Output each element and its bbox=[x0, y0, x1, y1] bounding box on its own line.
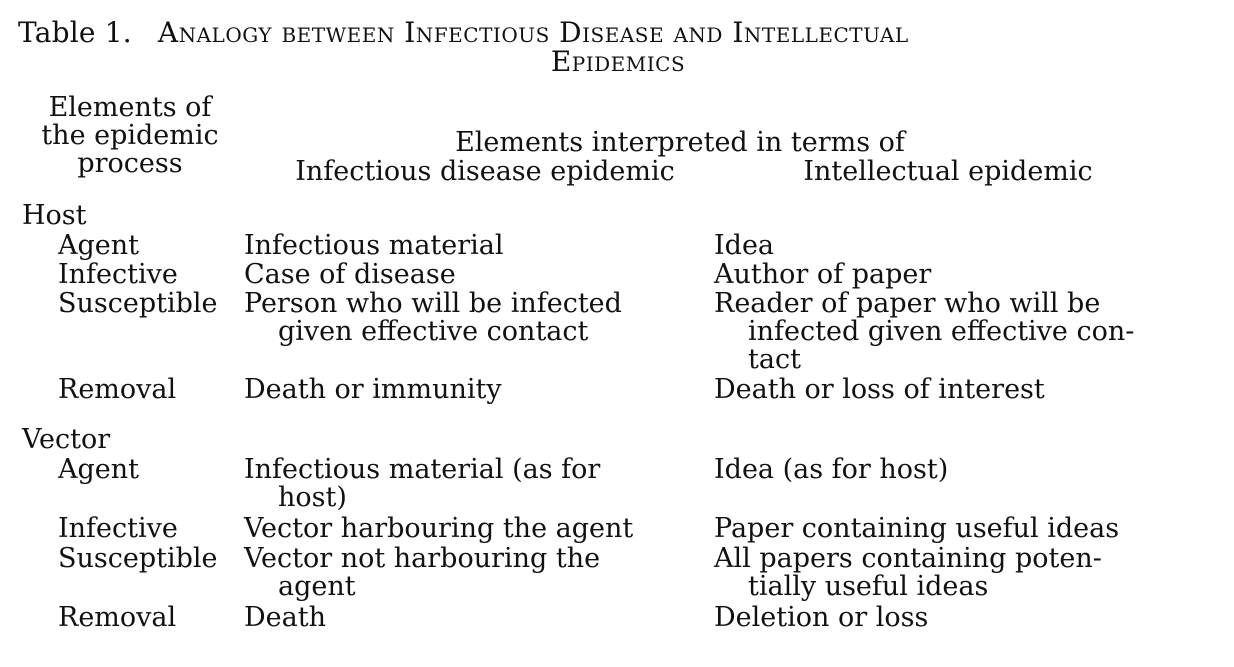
row-label-host-agent: Agent bbox=[58, 230, 139, 261]
row-intellectual-vector-infective-line-1: Paper containing useful ideas bbox=[714, 513, 1120, 544]
row-intellectual-vector-removal-line-1: Deletion or loss bbox=[714, 602, 929, 633]
row-intellectual-host-removal-line-1: Death or loss of interest bbox=[714, 374, 1045, 405]
row-intellectual-vector-agent bbox=[714, 456, 1184, 484]
column-header-span-title: Elements interpreted in terms of bbox=[455, 127, 905, 158]
row-infectious-vector-susceptible-line-1: Vector not harbouring the bbox=[244, 543, 601, 574]
row-infectious-host-susceptible bbox=[244, 290, 674, 346]
row-intellectual-vector-infective bbox=[714, 515, 1184, 543]
column-header-elements-line-1: Elements of bbox=[48, 92, 212, 123]
row-label-vector-removal: Removal bbox=[58, 602, 177, 633]
table-title-text: Analogy between Infectious Disease and Intellectual bbox=[157, 16, 909, 49]
row-label-host-infective: Infective bbox=[58, 259, 178, 290]
table-title bbox=[18, 18, 1218, 77]
column-header-elements bbox=[20, 94, 240, 178]
row-infectious-vector-susceptible-line-2: agent bbox=[278, 571, 356, 602]
column-header-elements-line-2: the epidemic bbox=[41, 120, 219, 151]
row-intellectual-vector-agent-line-1: Idea (as for host) bbox=[714, 454, 949, 485]
table-row-vector-agent bbox=[0, 456, 1234, 514]
row-intellectual-host-infective-line-1: Author of paper bbox=[714, 259, 932, 290]
row-infectious-vector-agent-line-1: Infectious material (as for bbox=[244, 454, 601, 485]
row-intellectual-vector-susceptible-line-2: tially useful ideas bbox=[748, 571, 989, 602]
row-infectious-host-removal bbox=[244, 376, 674, 404]
row-label-vector-infective: Infective bbox=[58, 513, 178, 544]
table-label: Table 1. bbox=[18, 16, 132, 49]
row-intellectual-host-infective bbox=[714, 261, 1184, 289]
row-intellectual-host-susceptible bbox=[714, 290, 1184, 374]
row-intellectual-host-susceptible-line-3: tact bbox=[748, 344, 801, 375]
section-host: Host bbox=[22, 200, 87, 231]
row-intellectual-host-agent bbox=[714, 232, 1184, 260]
row-intellectual-host-removal bbox=[714, 376, 1184, 404]
table-row-vector-susceptible bbox=[0, 545, 1234, 605]
section-vector: Vector bbox=[22, 424, 111, 455]
row-intellectual-host-susceptible-line-1: Reader of paper who will be bbox=[714, 288, 1101, 319]
table-row-host-susceptible bbox=[0, 290, 1234, 386]
row-infectious-host-susceptible-line-2: given effective contact bbox=[278, 316, 589, 347]
row-intellectual-vector-removal bbox=[714, 604, 1184, 632]
row-infectious-host-agent-line-1: Infectious material bbox=[244, 230, 504, 261]
row-label-host-removal: Removal bbox=[58, 374, 177, 405]
row-label-vector-agent: Agent bbox=[58, 454, 139, 485]
row-infectious-vector-removal-line-1: Death bbox=[244, 602, 326, 633]
row-intellectual-vector-susceptible bbox=[714, 545, 1184, 601]
table-title-line-1 bbox=[18, 18, 1218, 48]
row-infectious-vector-infective-line-1: Vector harbouring the agent bbox=[244, 513, 634, 544]
table-row-vector-removal bbox=[0, 604, 1234, 644]
table-title-line-2: Epidemics bbox=[550, 45, 686, 78]
table-row-host-removal bbox=[0, 376, 1234, 416]
row-infectious-host-susceptible-line-1: Person who will be infected bbox=[244, 288, 622, 319]
row-intellectual-host-susceptible-line-2: infected given effective con- bbox=[748, 316, 1135, 347]
row-intellectual-host-agent-line-1: Idea bbox=[714, 230, 775, 261]
row-label-vector-susceptible: Susceptible bbox=[58, 543, 218, 574]
column-header-elements-line-3: process bbox=[77, 148, 183, 179]
row-intellectual-vector-susceptible-line-1: All papers containing poten- bbox=[714, 543, 1102, 574]
row-infectious-host-infective bbox=[244, 261, 674, 289]
column-header-intellectual: Intellectual epidemic bbox=[803, 156, 1093, 187]
row-infectious-vector-removal bbox=[244, 604, 674, 632]
row-infectious-vector-agent-line-2: host) bbox=[278, 482, 347, 513]
row-infectious-vector-susceptible bbox=[244, 545, 674, 601]
column-header-infectious: Infectious disease epidemic bbox=[295, 156, 675, 187]
row-infectious-vector-infective bbox=[244, 515, 674, 543]
row-infectious-vector-agent bbox=[244, 456, 674, 512]
row-label-host-susceptible: Susceptible bbox=[58, 288, 218, 319]
row-infectious-host-infective-line-1: Case of disease bbox=[244, 259, 456, 290]
row-infectious-host-agent bbox=[244, 232, 674, 260]
row-infectious-host-removal-line-1: Death or immunity bbox=[244, 374, 502, 405]
